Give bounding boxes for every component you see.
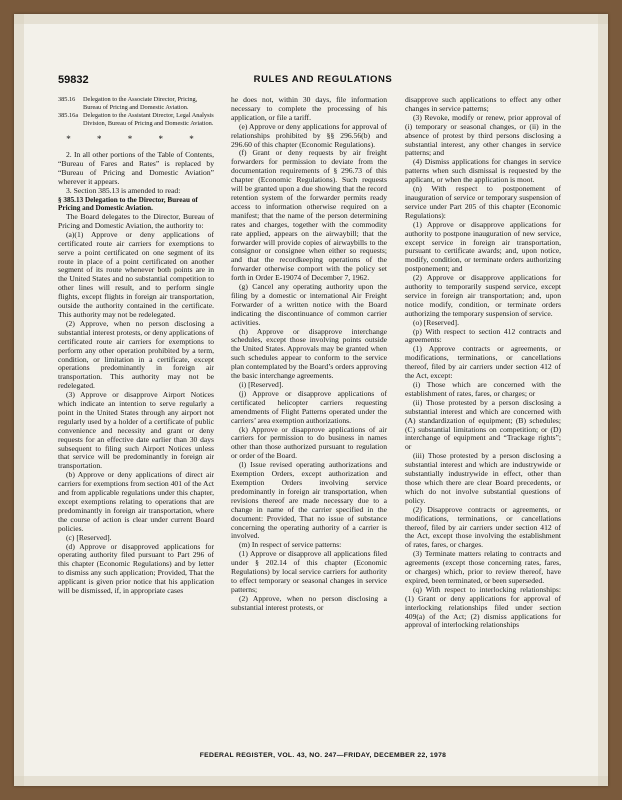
paragraph: (i) [Reserved]. <box>239 380 284 389</box>
paragraph: (a)(1) Approve or deny applications of certificated route air carriers for exemptions to serve a point certificated on one segment of its route in place of a point certificated on another segment of its route whenever both points are in the United States and no substantial competition to other lines will result, and to perform single flights, except flights in foreign air transportation, outside the authority contained in the certificate. This authority may not be redelegated. <box>58 229 214 319</box>
paragraph: 2. In all other portions of the Table of Contents, “Bureau of Fares and Rates” is replaced by “Bureau of Pricing and Domestic Aviation” wherever it appears. <box>58 150 214 186</box>
paragraph: (j) Approve or disapprove applications of certificated helicopter carriers requesting amendments of Flight Patterns operated under the carriers’ area exemption authorizations. <box>231 388 387 425</box>
paragraph: The Board delegates to the Director, Bureau of Pricing and Domestic Aviation, the authority to: <box>58 212 214 230</box>
page-number: 59832 <box>58 74 89 86</box>
document-page <box>14 14 608 786</box>
paragraph: (4) Dismiss applications for changes in service patterns when such dismissal is requested by the applicant, or when the application is moot. <box>405 157 561 185</box>
page-title: RULES AND REGULATIONS <box>253 74 393 85</box>
paragraph: (1) Approve contracts or agreements, or modifications, terminations, or cancellations thereof, filed by air carriers under section 412 of the Act, except: <box>405 344 561 381</box>
page-footer: FEDERAL REGISTER, VOL. 43, NO. 247—FRIDAY, DECEMBER 22, 1978 <box>199 752 447 759</box>
paragraph: (2) Disapprove contracts or agreements, or modifications, terminations, or cancellations thereof, filed by air carriers under section 412 of the Act, except those involving the establishment of rates, fares, or charges. <box>405 504 561 550</box>
page-header <box>58 74 588 90</box>
paragraph: (ii) Those protested by a person disclosing a substantial interest and which are concerned with (A) standardization of equipment; (B) schedules; (C) substantial limitations on competition; or (D) interchange of equipment and “Trackage rights”; or <box>405 397 561 452</box>
paragraph: (d) Approve or disapproved applications for operating authority filed pursuant to Part 296 of this chapter (Economic Regulations) and by letter to dismiss any such application; Provided, That the applicant is given prior notice that his application will be dismissed, if, in appropriate cases <box>58 541 214 596</box>
paragraph: 3. Section 385.13 is amended to read: <box>66 185 181 195</box>
tape-strip <box>14 14 608 24</box>
paragraph: (n) With respect to postponement of inauguration of service or temporary suspension of service under Part 205 of this chapter (Economic Regulations): <box>405 184 561 220</box>
paragraph: (i) Those which are concerned with the establishment of rates, fares, or charges; or <box>405 380 561 398</box>
paragraph: (h) Approve or disapprove interchange schedules, except those involving points outside the United States. Approvals may be granted when such schedules appear to conform to the service plan contemplated by the Board’s orders approving the basic interchange agreements. <box>231 326 387 381</box>
paragraph: (k) Approve or disapprove applications of air carriers for permission to do business in names other than those authorized pursuant to regulation or order of the Board. <box>231 424 387 461</box>
paragraph: (q) With respect to interlocking relationships: (1) Grant or deny applications for approval of interlocking relationships filed under section 409(a) of the Act; (2) dismiss applications for approval of interlocking relationships <box>405 584 561 630</box>
toc-number: 385.16a <box>58 112 79 120</box>
paragraph: (1) Approve or disapprove applications for authority to postpone inauguration of new service, except service in foreign air transportation, pursuant to certificate awards; and, upon notice, modify, condition, or terminate orders authorizing postponement; and <box>405 219 561 274</box>
paragraph: (3) Terminate matters relating to contracts and agreements (except those concerning rates, fares, or charges) which, prior to review thereof, have expired, been terminated, or been superseded. <box>405 549 561 585</box>
paragraph: (e) Approve or deny applications for approval of relationships prohibited by §§ 296.56(b) and 296.60 of this chapter (Economic Regulations). <box>231 121 387 149</box>
section-heading: § 385.13 Delegation to the Director, Bureau of Pricing and Domestic Aviation. <box>58 195 198 213</box>
toc-text: Delegation to the Assistant Director, Legal Analysis Division, Bureau of Pricing and Domestic Aviation. <box>83 112 214 127</box>
tape-strip <box>14 776 608 786</box>
toc-entry <box>58 96 214 111</box>
paragraph: (g) Cancel any operating authority upon the filing by a domestic or international Air Freight Forwarder of a written notice with the Board indicating the discontinuance of common carrier activities. <box>231 282 387 327</box>
paragraph: (2) Approve, when no person disclosing a substantial interest protests, or deny applications of certificated route air carriers for exemptions to perform any other operation prohibited by a term, condition, or limitation in a certificate, except operations predominantly in foreign air transportation. This authority may not be redelegated. <box>58 318 214 391</box>
paragraph: (3) Approve or disapprove Airport Notices which indicate an intention to serve regularly a point in the United States through any airport not regularly used by a holder of a certificate of public convenience and necessity and grant or deny requests for an effective date earlier than 30 days subsequent to filing such Airport Notices unless that service will be predominantly in foreign air transportation. <box>58 390 214 471</box>
paragraph: (o) [Reserved]. <box>413 317 459 327</box>
paragraph: he does not, within 30 days, file information necessary to complete the processing of his application, or file a tariff. <box>231 96 387 122</box>
toc-entry <box>58 112 214 127</box>
paragraph: (2) Approve, when no person disclosing a substantial interest protests, or <box>231 593 387 612</box>
toc-number: 385.16 <box>58 96 76 103</box>
paragraph: (l) Issue revised operating authorizations and Exemption Orders, except authorization and Exemption Orders involving service predominantly in foreign air transportation, when revisions thereof are made necessary due to a change in name of the carrier specified in the document: Provided, That no issue of substance concerning the operating authority of a carrier is involved. <box>231 460 387 541</box>
paragraph: (iii) Those protested by a person disclosing a substantial interest and which are industrywide or substantially industrywide in effect, other than those which there are clear Board precedents, or which do not involve substantial questions of policy. <box>405 451 561 505</box>
paragraph: (m) In respect of service patterns: <box>239 540 342 550</box>
paragraph: (3) Revoke, modify or renew, prior approval of (i) temporary or seasonal changes, or (ii) in the absence of protest by third persons disclosing a substantial interest, any other changes in service patterns; and <box>405 112 561 158</box>
tape-strip <box>14 14 24 786</box>
column-3 <box>405 96 561 746</box>
toc-text: Delegation to the Associate Director, Pricing, Bureau of Pricing and Domestic Aviation. <box>83 96 198 111</box>
paragraph: (2) Approve or disapprove applications for authority to temporarily suspend service, except service in foreign air transportation; and, upon notice modify, condition, or terminate orders authorizing the temporary suspension of service. <box>405 273 561 318</box>
tape-strip <box>598 14 608 786</box>
paragraph: (b) Approve or deny applications of direct air carriers for exemptions from section 401 of the Act and from applicable regulations under this chapter, except exemptions relating to operations that are predominantly in foreign air transportation, where the course of action is clear under current Board policies. <box>58 470 214 533</box>
paragraph: (p) With respect to section 412 contracts and agreements: <box>405 326 561 345</box>
column-2 <box>231 96 387 746</box>
section-break-stars: * * * * * <box>66 134 206 145</box>
paragraph: (f) Grant or deny requests by air freight forwarders for permission to deviate from the documentation requirements of § 296.73 of this chapter (Economic Regulations). Such requests will be granted upon a due showing that the record retention system of the forwarder permits ready access to information otherwise required on a manifest; that the name of the person determining rates and charges, together with the commodity rate applied, appears on the airwaybill; that the forwarder will provide copies of airwaybills to the consignor or consignee when either so requests; and that the recordkeeping operations of the forwarder otherwise comport with the policy set forth in Order E-19074 of December 7, 1962. <box>231 148 387 283</box>
paragraph: disapprove such applications to effect any other changes in service patterns; <box>405 96 561 113</box>
paragraph: (1) Approve or disapprove all applications filed under § 202.14 of this chapter (Economic Regulations) by local service carriers for authority to effect temporary or seasonal changes in service patterns; <box>231 549 387 594</box>
paragraph: (c) [Reserved]. <box>66 532 112 542</box>
column-1 <box>58 96 214 746</box>
